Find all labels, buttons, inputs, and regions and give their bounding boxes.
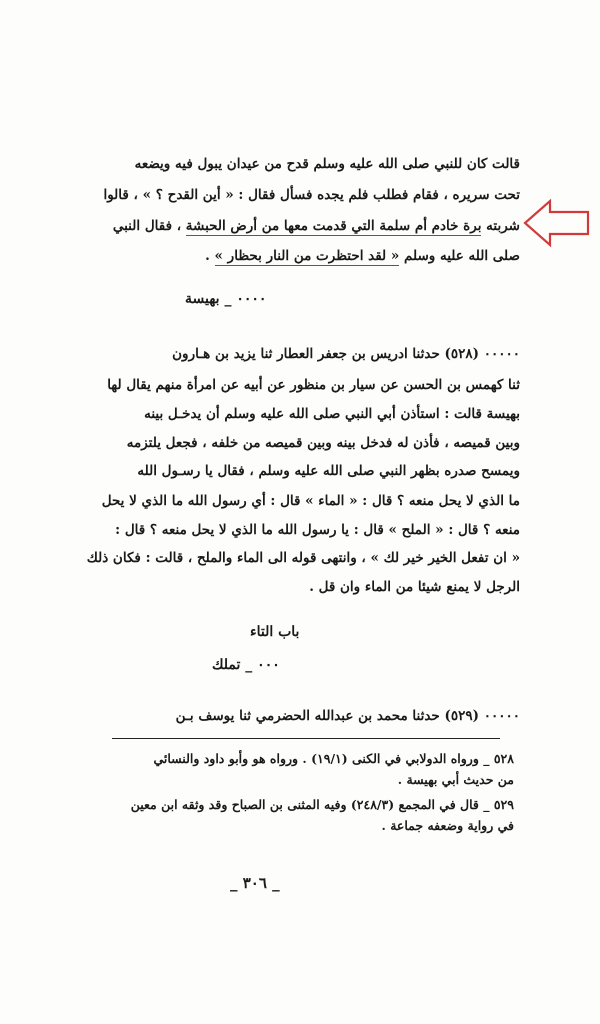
section-heading-tamlik: ٠٠٠ _ تملك xyxy=(212,657,280,673)
arrow-outline xyxy=(525,201,588,245)
annotation-arrow-icon xyxy=(522,198,592,248)
footnote-529-line1: ٥٢٩ _ قال في المجمع (٢٤٨/٣) وفيه المثنى بن الصباح وقد وثقه ابن معين xyxy=(130,797,514,812)
section-heading-bahisa: ٠٠٠٠ _ بهيسة xyxy=(185,291,267,307)
para2-line7: منعه ؟ قال : « الملح » قال : يا رسول الله ما الذي لا يحل منعه ؟ قال : xyxy=(115,522,520,538)
para2-line1: ٠٠٠٠٠ (٥٢٨) حدثنا ادريس بن جعفر العطار ثنا يزيد بن هـارون xyxy=(172,346,520,362)
para1-line4 xyxy=(205,247,520,265)
para1-line4-pre: صلى الله عليه وسلم xyxy=(399,248,520,264)
footnote-528-line1: ٥٢٨ _ ورواه الدولابي في الكنى (١٩/١) . ورواه هو وأبو داود والنسائي xyxy=(153,751,514,766)
underlined-phrase-1: برة خادم أم سلمة التي قدمت معها من أرض الحبشة xyxy=(185,218,482,234)
para1-line2: تحت سريره ، فقام فطلب فلم يجده فسأل فقال : « أين القدح ؟ » ، قالوا xyxy=(103,187,520,203)
underlined-phrase-2: « لقد احتظرت من النار بحظار » xyxy=(214,248,400,264)
para1-line1: قالت كان للنبي صلى الله عليه وسلم قدح من عيدان يبول فيه ويضعه xyxy=(134,156,520,172)
para1-line3-post: ، فقال النبي xyxy=(112,218,186,234)
para2-line4: وبين قميصه ، فأذن له فدخل بينه وبين قميصه من خلفه ، فجعل يلتزمه xyxy=(126,435,520,451)
para1-line3-pre: شربته xyxy=(481,218,520,234)
chapter-heading-ta: باب التاء xyxy=(250,624,300,640)
page-number: _ ٣٠٦ _ xyxy=(230,874,280,892)
para1-line4-post: . xyxy=(205,248,215,264)
para2-line8: « ان تفعل الخير خير لك » ، وانتهى قوله الى الماء والملح ، قالت : فكان ذلك xyxy=(86,550,520,566)
para2-line3: بهيسة قالت : استأذن أبي النبي صلى الله عليه وسلم أن يدخـل بينه xyxy=(144,406,520,422)
footnote-528-line2: من حديث أبي بهيسة . xyxy=(397,772,514,787)
para3-line1: ٠٠٠٠٠ (٥٢٩) حدثنا محمد بن عبدالله الحضرمي ثنا يوسف بـن xyxy=(175,708,520,724)
para2-line5: ويمسح صدره بظهر النبي صلى الله عليه وسلم ، فقال يا رسـول الله xyxy=(137,463,520,479)
para1-line3 xyxy=(113,217,520,235)
para2-line6: ما الذي لا يحل منعه ؟ قال : « الماء » قال : أي رسول الله ما الذي لا يحل xyxy=(101,493,520,509)
footnote-529-line2: في رواية وضعفه جماعة . xyxy=(381,818,514,833)
footnote-divider xyxy=(112,738,500,739)
para2-line2: ثنا كهمس بن الحسن عن سيار بن منظور عن أبيه عن امرأة منهم يقال لها xyxy=(107,377,520,393)
para2-line9: الرجل لا يمنع شيئا من الماء وان قل . xyxy=(309,579,520,595)
